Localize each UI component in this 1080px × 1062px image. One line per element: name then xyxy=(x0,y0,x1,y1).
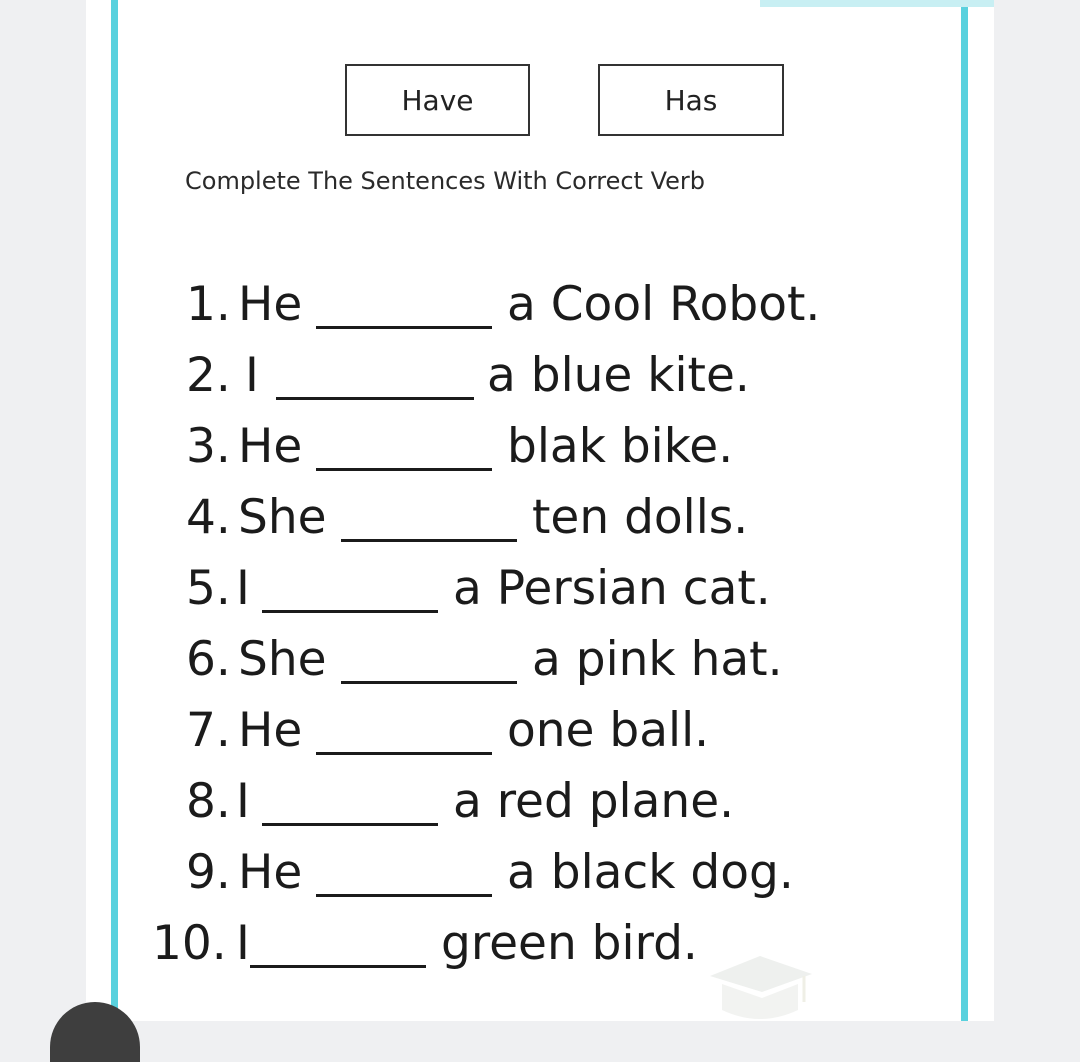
sentence-subject: I xyxy=(236,774,250,829)
sentence-10 xyxy=(0,914,1080,974)
sentence-subject: He xyxy=(238,419,303,474)
sentence-7 xyxy=(0,701,1080,761)
instruction-text: Complete The Sentences With Correct Verb xyxy=(185,167,706,195)
graduation-cap-watermark-icon xyxy=(700,950,815,1021)
sentence-6 xyxy=(0,630,1080,690)
word-bank-has: Has xyxy=(598,64,784,136)
sentence-3 xyxy=(0,417,1080,477)
sentence-subject: I xyxy=(236,561,250,616)
answer-blank[interactable] xyxy=(250,965,426,968)
sentence-subject: I xyxy=(245,348,259,403)
sentence-8 xyxy=(0,772,1080,832)
sentence-subject: He xyxy=(238,703,303,758)
answer-blank[interactable] xyxy=(262,610,438,613)
sentence-number: 6. xyxy=(186,632,231,687)
sentence-number: 4. xyxy=(186,490,231,545)
sentence-number: 8. xyxy=(186,774,231,829)
answer-blank[interactable] xyxy=(341,681,517,684)
answer-blank[interactable] xyxy=(316,468,492,471)
sentence-rest: a black dog. xyxy=(507,845,794,900)
answer-blank[interactable] xyxy=(316,326,492,329)
answer-blank[interactable] xyxy=(276,397,474,400)
sentence-subject: I xyxy=(236,916,250,971)
sentence-number: 2. xyxy=(186,348,231,403)
sentence-rest: a Cool Robot. xyxy=(507,277,821,332)
sentence-rest: a pink hat. xyxy=(532,632,783,687)
sentence-number: 5. xyxy=(186,561,231,616)
answer-blank[interactable] xyxy=(316,894,492,897)
sentence-number: 9. xyxy=(186,845,231,900)
word-bank-have: Have xyxy=(345,64,530,136)
sentence-rest: a blue kite. xyxy=(487,348,750,403)
sentence-rest: green bird. xyxy=(441,916,698,971)
sentence-number: 10. xyxy=(152,916,227,971)
sentence-subject: He xyxy=(238,277,303,332)
sentence-number: 7. xyxy=(186,703,231,758)
top-accent-strip xyxy=(760,0,994,7)
sentence-5 xyxy=(0,559,1080,619)
sentence-rest: a Persian cat. xyxy=(453,561,771,616)
answer-blank[interactable] xyxy=(341,539,517,542)
sentence-rest: a red plane. xyxy=(453,774,735,829)
sentence-rest: ten dolls. xyxy=(532,490,749,545)
answer-blank[interactable] xyxy=(316,752,492,755)
sentence-subject: He xyxy=(238,845,303,900)
sentence-subject: She xyxy=(238,490,327,545)
sentence-1 xyxy=(0,275,1080,335)
sentence-2 xyxy=(0,346,1080,406)
sentence-number: 3. xyxy=(186,419,231,474)
sentence-rest: one ball. xyxy=(507,703,710,758)
sentence-rest: blak bike. xyxy=(507,419,734,474)
sentence-number: 1. xyxy=(186,277,231,332)
sentence-9 xyxy=(0,843,1080,903)
sentence-4 xyxy=(0,488,1080,548)
sentence-subject: She xyxy=(238,632,327,687)
answer-blank[interactable] xyxy=(262,823,438,826)
